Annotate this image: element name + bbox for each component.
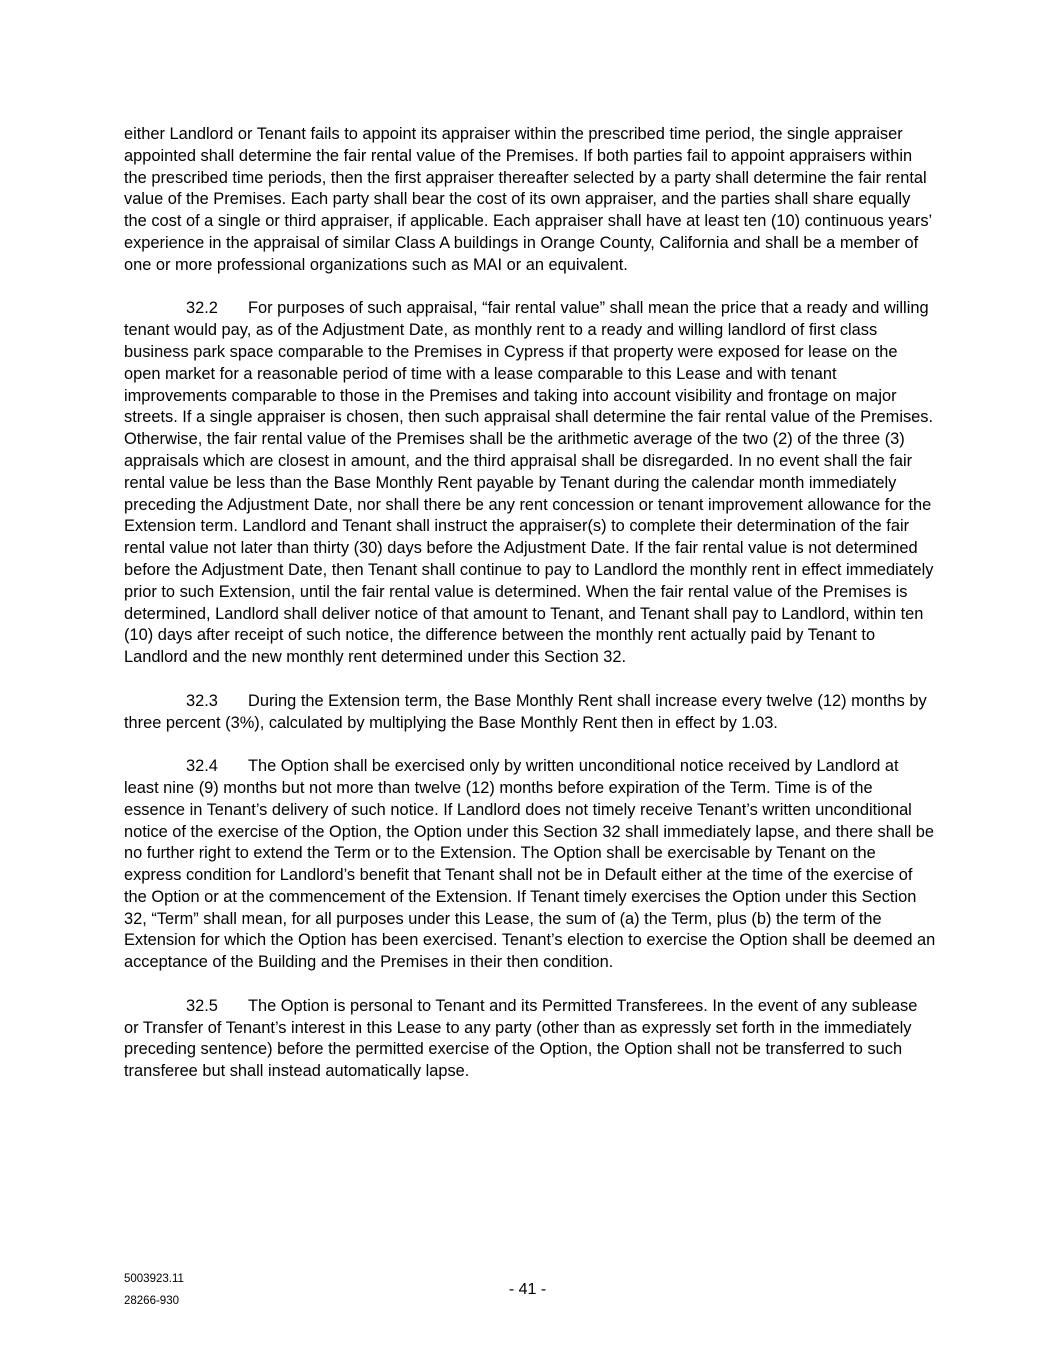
paragraph-32-3 <box>124 691 936 735</box>
paragraph-text: During the Extension term, the Base Monthly Rent shall increase every twelve (12) months by three percent (3%), calculated by multiplying the Base Monthly Rent then in effect by 1.03. <box>124 691 927 732</box>
paragraph-32-2 <box>124 298 936 669</box>
document-page <box>124 124 936 1105</box>
section-number: 32.5 <box>186 996 218 1015</box>
section-number: 32.3 <box>186 691 218 710</box>
paragraph-text: The Option shall be exercised only by written unconditional notice received by Landlord at least nine (9) months but not more than twelve (12) months before expiration of the Term. Time is of the essence in Tenant’s delivery of such notice. If Landlord does not timely receive Tenant’s written unconditional notice of the exercise of the Option, the Option under this Section 32 shall immediately lapse, and there shall be no further right to extend the Term or to the Extension. The Option shall be exercisable by Tenant on the express condition for Landlord’s benefit that Tenant shall not be in Default either at the time of the exercise of the Option or at the commencement of the Extension. If Tenant timely exercises the Option under this Section 32, “Term” shall mean, for all purposes under this Lease, the sum of (a) the Term, plus (b) the term of the Extension for which the Option has been exercised. Tenant’s election to exercise the Option shall be deemed an acceptance of the Building and the Premises in their then condition. <box>124 757 936 972</box>
footer-doc-id: 5003923.11 <box>124 1273 184 1285</box>
footer-matter-id: 28266-930 <box>124 1295 179 1307</box>
paragraph-text: For purposes of such appraisal, “fair rental value” shall mean the price that a ready and willing tenant would pay, as of the Adjustment Date, as monthly rent to a ready and willing landlord of first class business park space comparable to the Premises in Cypress if that property were exposed for lease on the open market for a reasonable period of time with a lease comparable to this Lease and with tenant improvements comparable to those in the Premises and taking into account visibility and frontage on major streets. If a single appraiser is chosen, then such appraisal shall determine the fair rental value of the Premises. Otherwise, the fair rental value of the Premises shall be the arithmetic average of the two (2) of the three (3) appraisals which are closest in amount, and the third appraisal shall be disregarded. In no event shall the fair rental value be less than the Base Monthly Rent payable by Tenant during the calendar month immediately preceding the Adjustment Date, nor shall there be any rent concession or tenant improvement allowance for the Extension term. Landlord and Tenant shall instruct the appraiser(s) to complete their determination of the fair rental value not later than thirty (30) days before the Adjustment Date. If the fair rental value is not determined before the Adjustment Date, then Tenant shall continue to pay to Landlord the monthly rent in effect immediately prior to such Extension, until the fair rental value is determined. When the fair rental value of the Premises is determined, Landlord shall deliver notice of that amount to Tenant, and Tenant shall pay to Landlord, within ten (10) days after receipt of such notice, the difference between the monthly rent actually paid by Tenant to Landlord and the new monthly rent determined under this Section 32. <box>124 299 934 667</box>
paragraph-text: The Option is personal to Tenant and its Permitted Transferees. In the event of any sublease or Transfer of Tenant’s interest in this Lease to any party (other than as expressly set forth in the immediately preceding sentence) before the permitted exercise of the Option, the Option shall not be transferred to such transferee but shall instead automatically lapse. <box>124 996 918 1081</box>
page-number: - 41 - <box>508 1281 547 1298</box>
paragraph-text: either Landlord or Tenant fails to appoint its appraiser within the prescribed time period, the single appraiser appointed shall determine the fair rental value of the Premises. If both parties fail to appoint appraisers within the prescribed time periods, then the first appraiser thereafter selected by a party shall determine the fair rental value of the Premises. Each party shall bear the cost of its own appraiser, and the parties shall share equally the cost of a single or third appraiser, if applicable. Each appraiser shall have at least ten (10) continuous years’ experience in the appraisal of similar Class A buildings in Orange County, California and shall be a member of one or more professional organizations such as MAI or an equivalent. <box>124 125 932 274</box>
section-number: 32.4 <box>186 757 218 776</box>
paragraph-continuation <box>124 124 936 277</box>
paragraph-32-5 <box>124 996 936 1083</box>
paragraph-32-4 <box>124 756 936 974</box>
section-number: 32.2 <box>186 299 218 318</box>
